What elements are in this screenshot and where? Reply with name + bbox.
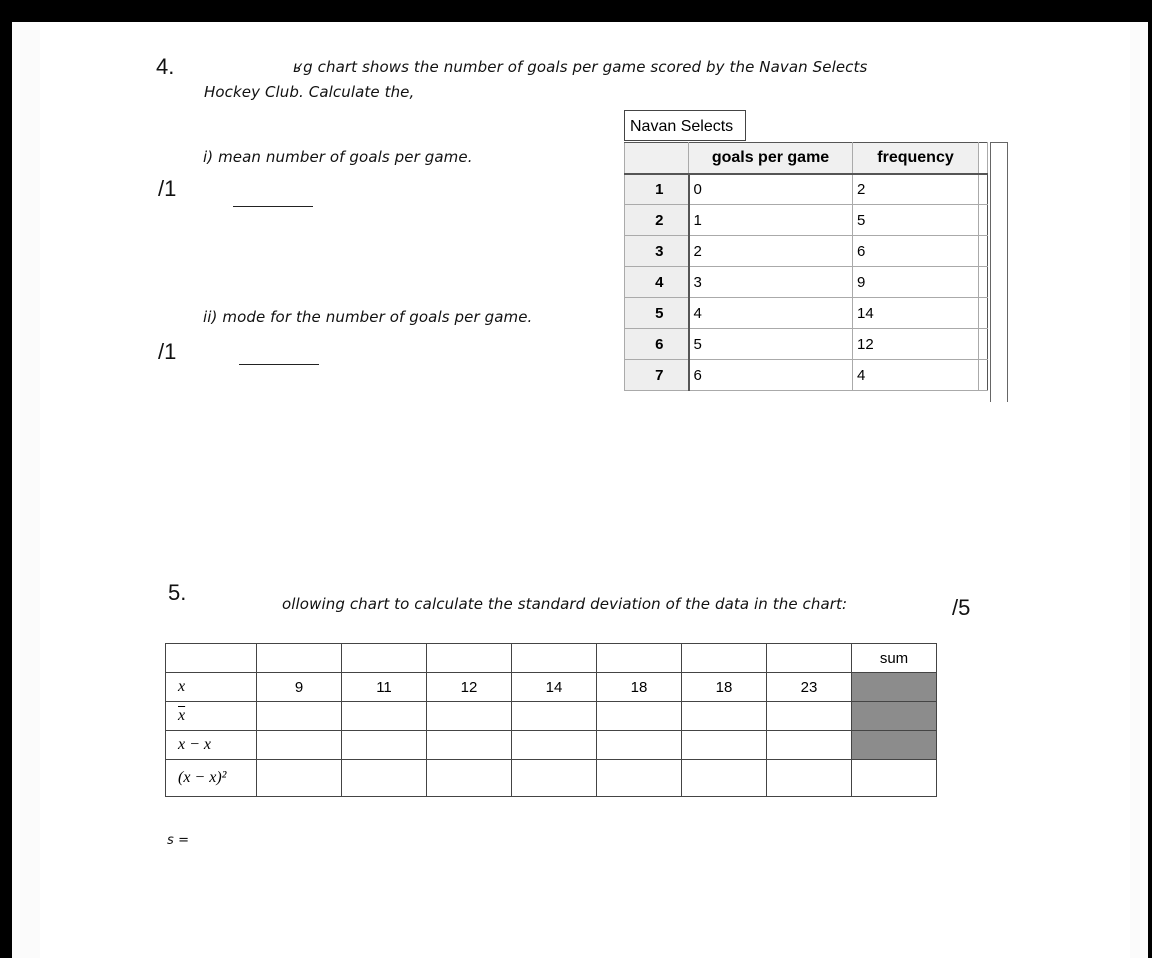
sd-row-x [166, 673, 937, 702]
goals-cell: 5 [689, 329, 853, 360]
table-row [625, 360, 988, 391]
answer-cell[interactable] [682, 702, 767, 731]
table-row [625, 174, 988, 205]
answer-cell[interactable] [257, 702, 342, 731]
edge-cell [979, 267, 988, 298]
header-corner [625, 143, 689, 174]
sum-cell-shaded [852, 731, 937, 760]
sd-header-empty [166, 644, 257, 673]
edge-cell [979, 236, 988, 267]
sd-header-empty [257, 644, 342, 673]
goals-cell: 0 [689, 174, 853, 205]
frequency-cell: 14 [853, 298, 979, 329]
header-goals: goals per game [689, 143, 853, 174]
table-row [625, 205, 988, 236]
goals-cell: 6 [689, 360, 853, 391]
answer-cell[interactable] [682, 760, 767, 797]
sd-header-empty [427, 644, 512, 673]
answer-blank-mean[interactable] [233, 206, 313, 207]
row-label-mean [166, 702, 257, 731]
x-value: 11 [342, 673, 427, 702]
answer-cell[interactable] [257, 760, 342, 797]
edge-cell [979, 174, 988, 205]
answer-cell[interactable] [342, 760, 427, 797]
question-5-mark: /5 [952, 595, 971, 620]
question-5-number: 5. [168, 580, 187, 605]
row-label-deviation: x − x [166, 731, 257, 760]
row-number: 2 [625, 205, 689, 236]
frequency-cell: 9 [853, 267, 979, 298]
table-header-row [625, 143, 988, 174]
s-label: s = [167, 833, 190, 848]
answer-blank-mode[interactable] [239, 364, 319, 365]
frequency-cell: 4 [853, 360, 979, 391]
sum-cell-shaded [852, 673, 937, 702]
sum-answer-cell[interactable] [852, 760, 937, 797]
row-label-mean-text: $\overline{x}$ [178, 707, 186, 724]
edge-cell [979, 360, 988, 391]
answer-cell[interactable] [342, 702, 427, 731]
answer-cell[interactable] [257, 731, 342, 760]
answer-cell[interactable] [342, 731, 427, 760]
question-4-intro-line2: Hockey Club. Calculate the, [204, 83, 415, 101]
header-edge [979, 143, 988, 174]
sd-header-empty [512, 644, 597, 673]
row-number: 5 [625, 298, 689, 329]
sd-sum-header: sum [852, 644, 937, 673]
question-4-part-ii-mark: /1 [158, 339, 177, 364]
sd-header-empty [597, 644, 682, 673]
x-value: 18 [597, 673, 682, 702]
edge-cell [979, 329, 988, 360]
answer-cell[interactable] [597, 702, 682, 731]
row-label-x: x [166, 673, 257, 702]
question-4-part-i-mark: /1 [158, 176, 177, 201]
goals-cell: 4 [689, 298, 853, 329]
x-value: 9 [257, 673, 342, 702]
row-number: 6 [625, 329, 689, 360]
sd-header-empty [767, 644, 852, 673]
question-4-number: 4. [156, 54, 175, 79]
frequency-cell: 5 [853, 205, 979, 236]
header-frequency: frequency [853, 143, 979, 174]
x-value: 12 [427, 673, 512, 702]
answer-cell[interactable] [512, 760, 597, 797]
answer-cell[interactable] [767, 760, 852, 797]
answer-cell[interactable] [512, 731, 597, 760]
answer-cell[interactable] [427, 760, 512, 797]
frequency-cell: 12 [853, 329, 979, 360]
answer-cell[interactable] [682, 731, 767, 760]
frequency-cell: 6 [853, 236, 979, 267]
row-number: 4 [625, 267, 689, 298]
question-4-part-ii: ii) mode for the number of goals per game. [203, 308, 533, 326]
goals-cell: 2 [689, 236, 853, 267]
table-row [625, 329, 988, 360]
goals-cell: 1 [689, 205, 853, 236]
row-number: 1 [625, 174, 689, 205]
question-5-instruction: ollowing chart to calculate the standard deviation of the data in the chart: [282, 595, 848, 613]
frequency-cell: 2 [853, 174, 979, 205]
answer-cell[interactable] [597, 731, 682, 760]
x-value: 18 [682, 673, 767, 702]
answer-cell[interactable] [767, 731, 852, 760]
table-row [625, 298, 988, 329]
table-row [625, 236, 988, 267]
goals-frequency-table [624, 142, 988, 391]
std-dev-table [165, 643, 937, 797]
edge-cell [979, 205, 988, 236]
sd-header-empty [342, 644, 427, 673]
answer-cell[interactable] [512, 702, 597, 731]
sd-header-row [166, 644, 937, 673]
spreadsheet-caption: Navan Selects [624, 110, 746, 141]
row-number: 3 [625, 236, 689, 267]
answer-cell[interactable] [427, 702, 512, 731]
spreadsheet-scrollbar[interactable] [990, 142, 1008, 402]
table-row [625, 267, 988, 298]
answer-cell[interactable] [427, 731, 512, 760]
sd-row-mean [166, 702, 937, 731]
x-value: 14 [512, 673, 597, 702]
answer-cell[interactable] [767, 702, 852, 731]
question-4-intro-line1: ʁg chart shows the number of goals per game scored by the Navan Selects [294, 58, 868, 76]
goals-cell: 3 [689, 267, 853, 298]
answer-cell[interactable] [597, 760, 682, 797]
sd-row-deviation [166, 731, 937, 760]
x-value: 23 [767, 673, 852, 702]
question-4-part-i: i) mean number of goals per game. [203, 148, 473, 166]
edge-cell [979, 298, 988, 329]
row-number: 7 [625, 360, 689, 391]
sum-cell-shaded [852, 702, 937, 731]
sd-header-empty [682, 644, 767, 673]
sd-row-squared [166, 760, 937, 797]
row-label-squared: (x − x)² [166, 760, 257, 797]
